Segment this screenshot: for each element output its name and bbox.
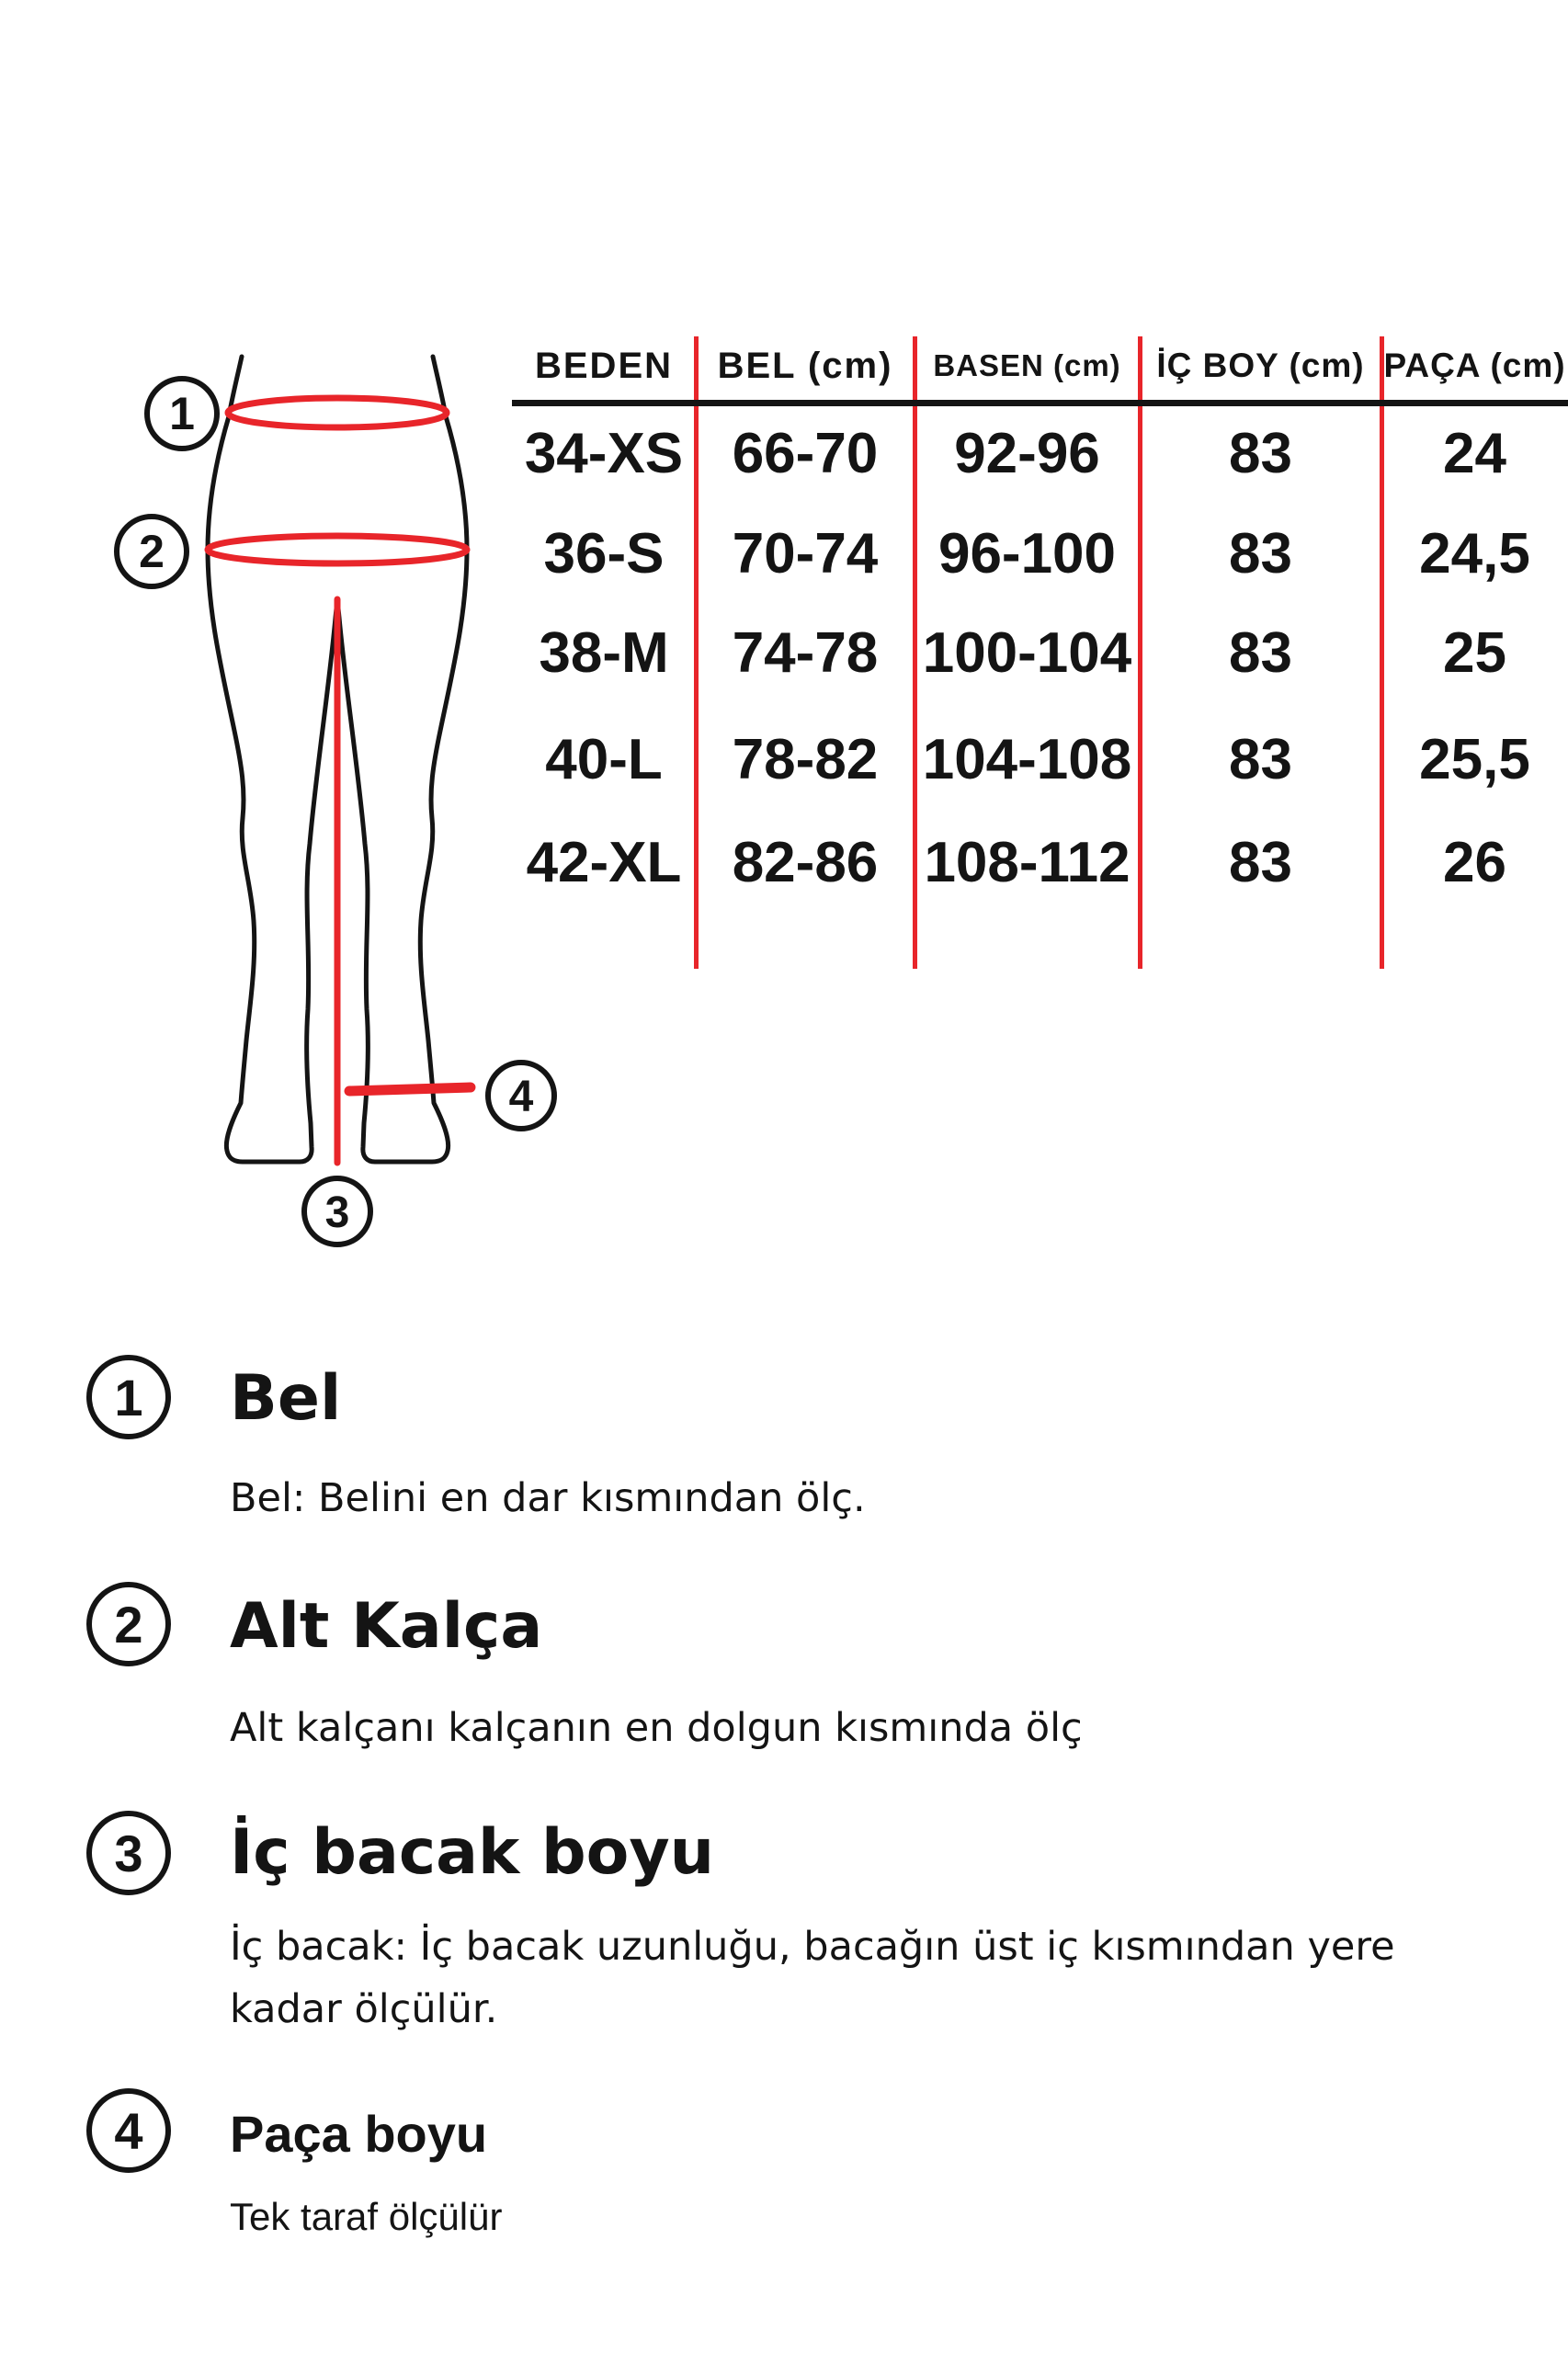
- marker-3: [304, 1178, 370, 1245]
- hip-cell: 100-104: [922, 620, 1132, 685]
- hip-cell: 108-112: [924, 830, 1131, 894]
- header-underline: [512, 400, 1568, 406]
- size-cell: 40-L: [545, 727, 663, 791]
- legend-description-line: kadar ölçülür.: [230, 1986, 498, 2032]
- legend-marker-3: [86, 1811, 171, 1895]
- hip-cell: 104-108: [922, 727, 1132, 791]
- marker-3-label: 3: [324, 1188, 350, 1237]
- column-header-basen: BASEN (cm): [933, 348, 1121, 382]
- column-header-ic-boy: İÇ BOY (cm): [1156, 347, 1365, 384]
- legend-title-paca-boyu: Paça boyu: [230, 2105, 488, 2163]
- waist-cell: 74-78: [732, 620, 879, 685]
- waist-cell: 82-86: [732, 830, 879, 894]
- hem-measure-line: [349, 1087, 471, 1091]
- table-header-row: [512, 336, 1568, 395]
- marker-2: [117, 517, 187, 586]
- legend-description-line: Alt kalçanı kalçanın en dolgun kısmında ölç: [230, 1705, 1083, 1751]
- measurement-figure: [55, 331, 570, 1259]
- column-header-bel: BEL (cm): [717, 345, 893, 386]
- marker-2-label: 2: [139, 526, 165, 577]
- waist-cell: 78-82: [732, 727, 879, 791]
- hem-cell: 26: [1443, 830, 1506, 894]
- table-row: [512, 421, 1568, 485]
- legend-description-line: Bel: Belini en dar kısmından ölç.: [230, 1475, 866, 1521]
- hem-cell: 24: [1443, 421, 1506, 485]
- marker-4-label: 4: [508, 1073, 534, 1121]
- column-header-paca: PAÇA (cm): [1383, 347, 1566, 384]
- table-row: [512, 727, 1568, 791]
- legend-marker-1: [86, 1355, 171, 1439]
- inseam-cell: 83: [1229, 830, 1292, 894]
- legend-marker-3-number: 3: [114, 1824, 143, 1882]
- hem-cell: 25: [1443, 620, 1506, 685]
- legend-description-line: İç bacak: İç bacak uzunluğu, bacağın üst iç kısmından yere: [230, 1924, 1395, 1970]
- hem-cell: 24,5: [1419, 521, 1530, 585]
- inseam-cell: 83: [1229, 421, 1292, 485]
- column-header-beden: BEDEN: [534, 345, 674, 386]
- marker-4: [488, 1063, 554, 1129]
- size-cell: 36-S: [543, 521, 665, 585]
- legs-diagram: [55, 331, 570, 1259]
- inseam-cell: 83: [1229, 727, 1292, 791]
- legend-marker-1-number: 1: [114, 1368, 143, 1427]
- hip-measure-line: [208, 536, 467, 563]
- waist-measure-line: [228, 398, 447, 427]
- marker-1: [147, 379, 217, 449]
- size-cell: 38-M: [539, 620, 669, 685]
- legend-description-line: Tek taraf ölçülür: [230, 2195, 503, 2238]
- legend-description-bel: [230, 1467, 866, 1529]
- size-table: [512, 336, 1568, 969]
- inseam-cell: 83: [1229, 521, 1292, 585]
- legend-description-alt-kalca: [230, 1697, 1083, 1759]
- legend-title-bel: Bel: [230, 1362, 342, 1435]
- inseam-cell: 83: [1229, 620, 1292, 685]
- legend-description-ic-bacak-boyu: [230, 1915, 1395, 2040]
- size-cell: 42-XL: [526, 830, 682, 894]
- legend-marker-2-number: 2: [114, 1595, 143, 1654]
- hem-cell: 25,5: [1419, 727, 1530, 791]
- hip-cell: 92-96: [954, 421, 1100, 485]
- table-row: [512, 521, 1568, 585]
- size-cell: 34-XS: [524, 421, 684, 485]
- legend-title-ic-bacak-boyu: İç bacak boyu: [230, 1816, 715, 1889]
- waist-cell: 66-70: [732, 421, 879, 485]
- table-row: [512, 830, 1568, 894]
- table-row: [512, 620, 1568, 685]
- waist-cell: 70-74: [732, 521, 879, 585]
- legend-title-alt-kalca: Alt Kalça: [230, 1590, 543, 1663]
- marker-1-label: 1: [169, 388, 195, 439]
- legend-marker-2: [86, 1582, 171, 1666]
- hip-cell: 96-100: [937, 521, 1117, 585]
- legend-description-paca-boyu: [230, 2186, 502, 2248]
- legend-marker-4: [86, 2088, 171, 2173]
- legend-marker-4-number: 4: [114, 2101, 143, 2160]
